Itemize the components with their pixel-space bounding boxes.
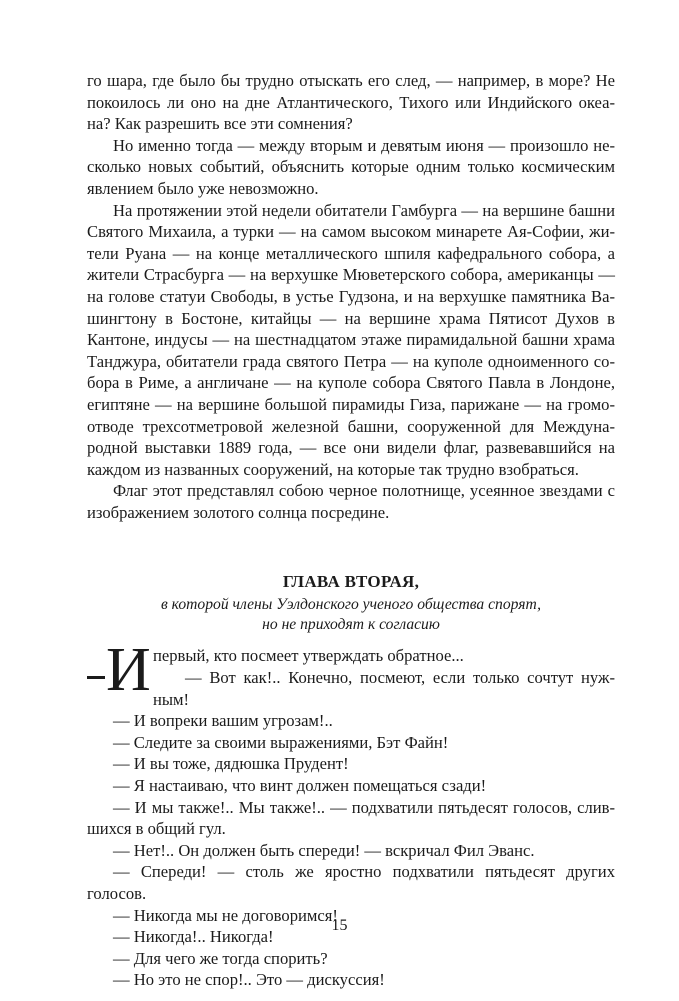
- dialog-line: — И вы тоже, дядюшка Прудент!: [113, 754, 349, 774]
- chapter-title: ГЛАВА ВТОРАЯ,: [282, 572, 420, 592]
- drop-cap-letter: И: [106, 636, 151, 705]
- paragraph-4: Флаг этот представлял собою черное полотнище, усеянное звездами с изображением золотого солнца посредине.: [87, 481, 615, 522]
- dialog-line: — Нет!.. Он должен быть спереди! — вскричал Фил Эванс.: [113, 840, 535, 860]
- paragraph-3: На протяжении этой недели обитатели Гамбурга — на вершине башни Святого Михаила, а турки — на самом высоком минарете Ая-Софии, жи-тели Руана — на конце металлического шпиля кафедрального собора, а жители Страсбурга — на верхушке Мюветерского собора, американцы — на голове статуи Свободы, в устье Гудзона, и на верхушке памятника Ва-шингтону в Бостоне, китайцы — на вершине храма Пятисот Духов в Кантоне, индусы — на шестнадцатом этаже пирамидальной башни храма Танджура, обитатели града святого Петра — на куполе одноименного со-бора в Риме, а англичане — на куполе собора Святого Павла в Лондоне, египтяне — на вершине большой пирамиды Гиза, парижане — на громо-отводе трехсотметровой железной башни, сооруженной для Междуна-родной выставки 1889 года, — все они видели флаг, развевавшийся на каждом из названных сооружений, на которые так трудно взобраться.: [87, 200, 615, 479]
- dialog-line: — Никогда мы не договоримся!: [113, 905, 338, 925]
- paragraph-1: го шара, где было бы трудно отыскать его след, — например, в море? Не покоилось ли оно на дне Атлантического, Тихого или Индийского океа-на? Как разрешить все эти сомнения?: [87, 71, 615, 134]
- drop-cap-dash: [87, 676, 105, 679]
- chapter-subtitle-line-2: но не приходят к согласию: [262, 616, 440, 634]
- dialog-line: — Но это не спор!.. Это — дискуссия!: [113, 970, 385, 990]
- dialog-line: — И мы также!.. Мы также!.. — подхватили пятьдесят голосов, слив-шихся в общий гул.: [87, 797, 615, 839]
- chapter-subtitle-line-1: в которой члены Уэлдонского ученого общества спорят,: [161, 596, 541, 614]
- dialog-second-line: — Вот как!.. Конечно, посмеют, если только сочтут нуж-ным!: [153, 668, 615, 709]
- dialog-line: — Следите за своими выражениями, Бэт Файн!: [113, 732, 449, 752]
- dialog-section: [87, 636, 615, 991]
- chapter-heading: [87, 571, 615, 635]
- drop-cap: [87, 636, 151, 705]
- dialog-line: — Для чего же тогда спорить?: [113, 948, 328, 968]
- dialog-line: — Я настаиваю, что винт должен помещаться сзади!: [113, 776, 487, 796]
- dialog-line: — Спереди! — столь же яростно подхватили пятьдесят других голосов.: [87, 862, 615, 903]
- dialog-line: — Никогда!.. Никогда!: [113, 927, 274, 947]
- page-number: 15: [331, 917, 348, 934]
- dialog-first-line: первый, кто посмеет утверждать обратное...: [153, 646, 464, 666]
- page-body: [87, 70, 615, 991]
- paragraph-2: Но именно тогда — между вторым и девятым июня — произошло не-сколько новых событий, объяснить которые одним только космическим явлением было уже невозможно.: [87, 135, 615, 198]
- dialog-line: — И вопреки вашим угрозам!..: [113, 711, 333, 731]
